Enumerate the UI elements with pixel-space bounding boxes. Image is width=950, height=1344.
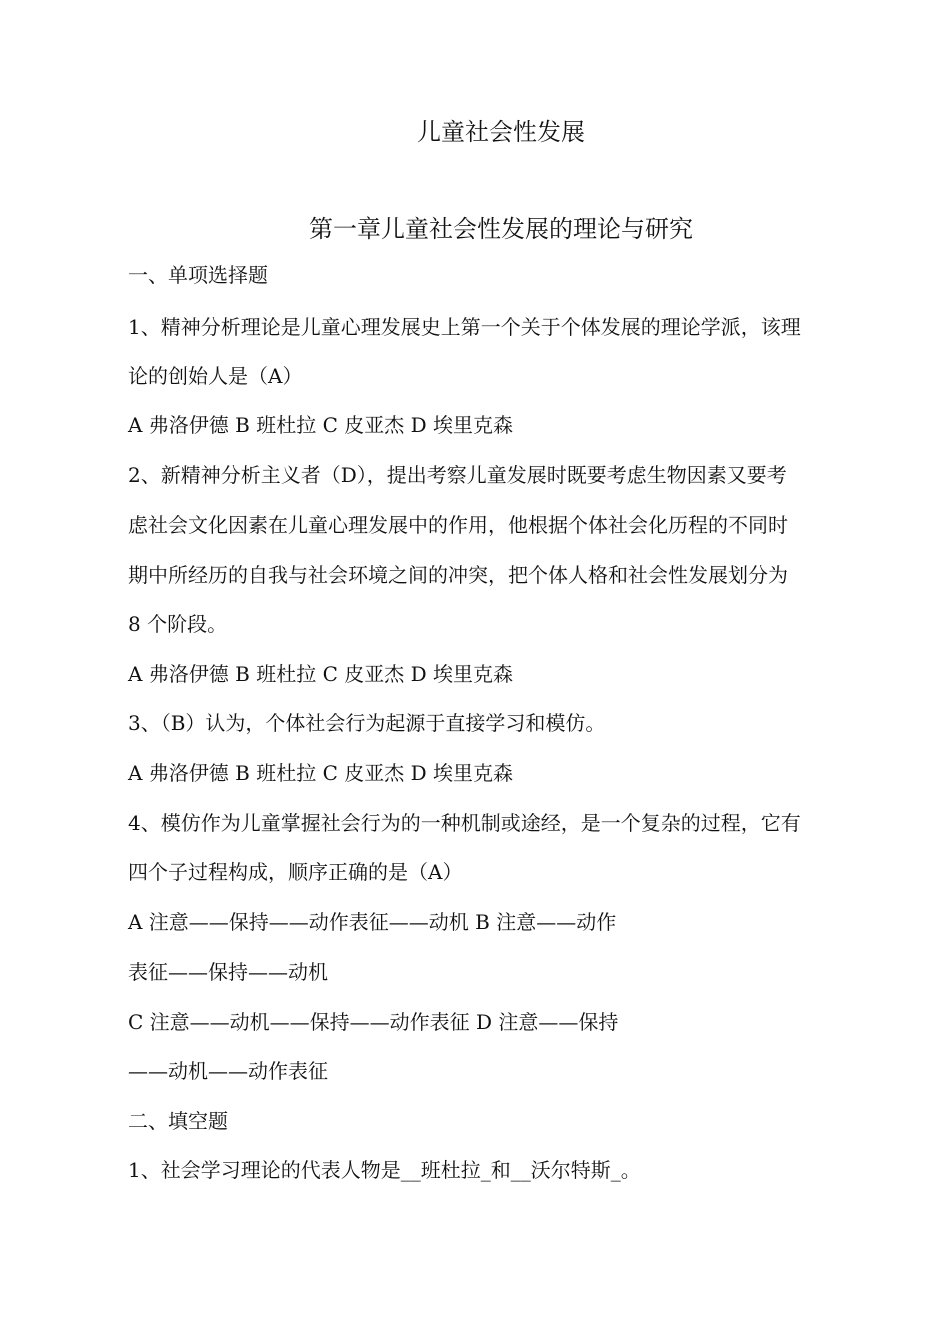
question-1-options: A 弗洛伊德 B 班杜拉 C 皮亚杰 D 埃里克森 — [128, 413, 513, 437]
question-4-line-1: 4、模仿作为儿童掌握社会行为的一种机制或途经，是一个复杂的过程，它有 — [128, 811, 801, 835]
question-4-option-c-line-1: C 注意——动机——保持——动作表征 D 注意——保持 — [128, 1010, 619, 1034]
question-4-line-2: 四个子过程构成，顺序正确的是（A） — [128, 860, 463, 884]
question-4-option-a-line-1: A 注意——保持——动作表征——动机 B 注意——动作 — [128, 910, 617, 934]
question-4-option-c-line-2: ——动机——动作表征 — [128, 1059, 328, 1083]
chapter-title: 第一章儿童社会性发展的理论与研究 — [309, 215, 693, 243]
fill-blank-question-1: 1、社会学习理论的代表人物是__班杜拉_和__沃尔特斯_。 — [128, 1158, 641, 1182]
question-2-options: A 弗洛伊德 B 班杜拉 C 皮亚杰 D 埃里克森 — [128, 662, 513, 686]
section-heading-single-choice: 一、单项选择题 — [128, 263, 268, 287]
question-3-options: A 弗洛伊德 B 班杜拉 C 皮亚杰 D 埃里克森 — [128, 761, 513, 785]
question-4-option-a-line-2: 表征——保持——动机 — [128, 960, 328, 984]
question-1-line-1: 1、精神分析理论是儿童心理发展史上第一个关于个体发展的理论学派，该理 — [128, 315, 801, 339]
question-2-line-1: 2、新精神分析主义者（D），提出考察儿童发展时既要考虑生物因素又要考 — [128, 463, 787, 487]
section-heading-fill-blank: 二、填空题 — [128, 1109, 228, 1133]
question-2-line-2: 虑社会文化因素在儿童心理发展中的作用，他根据个体社会化历程的不同时 — [128, 513, 788, 537]
question-3-line-1: 3、（B）认为，个体社会行为起源于直接学习和模仿。 — [128, 711, 606, 735]
question-2-line-3: 期中所经历的自我与社会环境之间的冲突，把个体人格和社会性发展划分为 — [128, 563, 788, 587]
document-title: 儿童社会性发展 — [417, 118, 585, 146]
question-2-line-4: 8 个阶段。 — [128, 612, 228, 636]
question-1-line-2: 论的创始人是（A） — [128, 364, 303, 388]
